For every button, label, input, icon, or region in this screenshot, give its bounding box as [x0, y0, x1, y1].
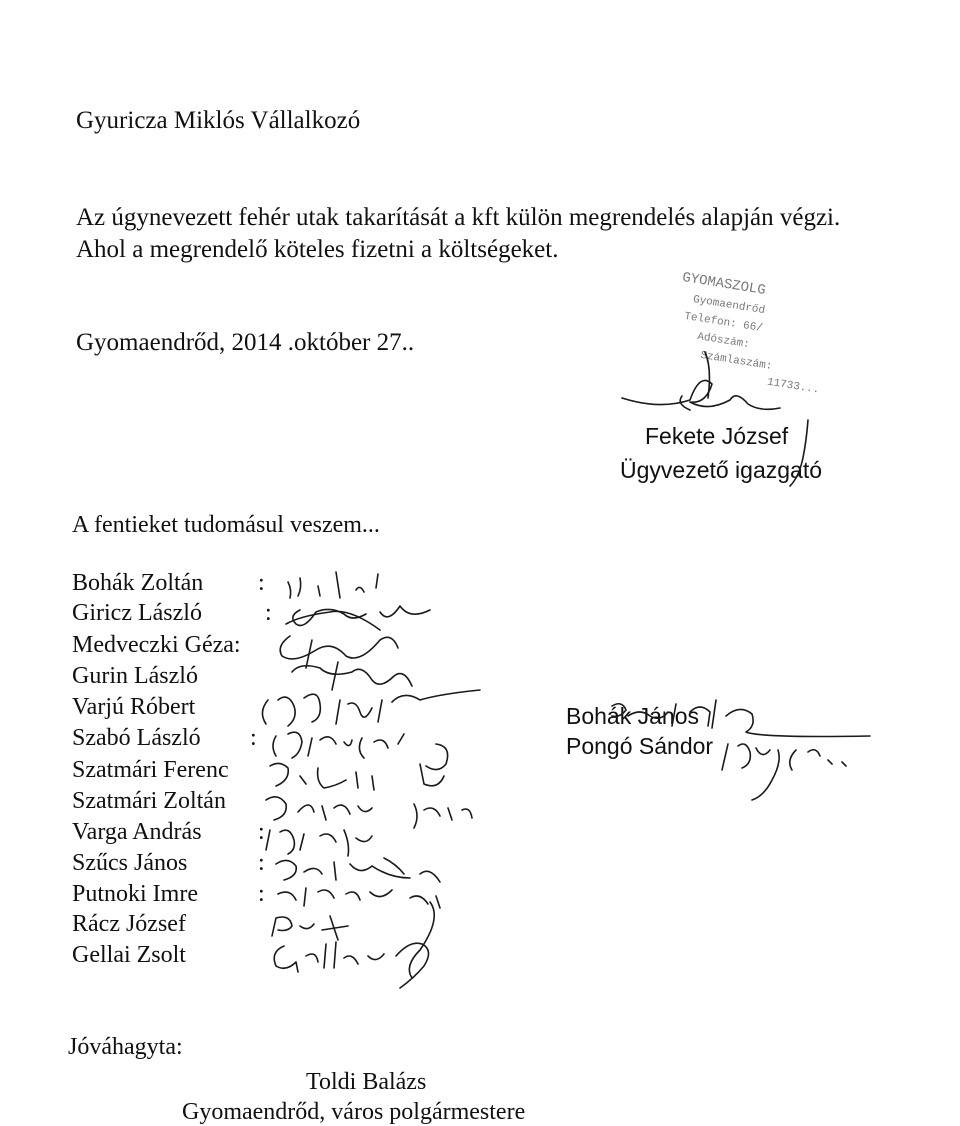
place-date: Gyomaendrőd, 2014 .október 27.. — [76, 329, 415, 356]
member-colon: : — [258, 850, 265, 876]
member-name: Bohák Zoltán — [72, 570, 204, 596]
member-colon: : — [258, 881, 265, 907]
signatory-name: Fekete József — [645, 423, 789, 449]
stamp-line: Adószám: — [696, 331, 751, 352]
member-name: Giricz László — [72, 600, 202, 626]
signature-side-member — [612, 700, 870, 737]
member-colon: : — [265, 600, 272, 626]
signature-member — [288, 572, 378, 598]
approver-title: Gyomaendrőd, város polgármestere — [182, 1099, 526, 1125]
stamp-line: Telefon: 66/ — [683, 310, 764, 336]
member-name: Varjú Róbert — [72, 694, 196, 720]
signature-member — [286, 606, 430, 630]
member-name: Szatmári Zoltán — [72, 788, 226, 814]
company-name: Gyuricza Miklós Vállalkozó — [76, 107, 361, 134]
signature-member — [273, 732, 448, 769]
member-name: Gurin László — [72, 663, 198, 689]
stamp-line: GYOMASZOLG — [681, 270, 767, 299]
member-name: Szatmári Ferenc — [72, 757, 229, 783]
signature-member — [262, 690, 480, 726]
member-name: Rácz József — [72, 911, 186, 937]
side-member-name: Bohák János — [566, 703, 699, 729]
signature-member — [276, 858, 440, 882]
signature-member — [292, 662, 412, 690]
body-line-2: Ahol a megrendelő köteles fizetni a költségeket. — [76, 236, 559, 263]
member-colon: : — [250, 725, 257, 751]
approver-name: Toldi Balázs — [306, 1069, 427, 1095]
stamp-line: Számlaszám: — [699, 349, 774, 374]
member-colon: : — [258, 570, 265, 596]
signature-member — [280, 636, 398, 668]
member-name: Varga András — [72, 819, 202, 845]
member-name: Putnoki Imre — [72, 881, 198, 907]
member-name: Szűcs János — [72, 850, 188, 876]
member-colon: : — [258, 819, 265, 845]
signature-director — [622, 349, 808, 486]
acknowledgement: A fentieket tudomásul veszem... — [72, 512, 380, 538]
stamp-line: 11733... — [766, 376, 821, 397]
signature-member — [266, 830, 372, 856]
body-line-1: Az úgynevezett fehér utak takarítását a kft külön megrendelés alapján végzi. — [76, 204, 841, 231]
member-name: Medveczki Géza: — [72, 632, 241, 658]
member-name: Szabó László — [72, 725, 201, 751]
signature-member — [266, 797, 472, 828]
stamp-line: Gyomaendrőd — [692, 293, 766, 318]
approval-label: Jóváhagyta: — [68, 1034, 183, 1060]
signature-member — [278, 888, 440, 908]
signature-member — [274, 942, 428, 988]
member-name: Gellai Zsolt — [72, 942, 186, 968]
side-member-name: Pongó Sándor — [566, 733, 714, 759]
signature-member — [270, 763, 444, 790]
signature-side-member — [722, 744, 846, 800]
signatory-title: Ügyvezető igazgató — [620, 457, 823, 483]
